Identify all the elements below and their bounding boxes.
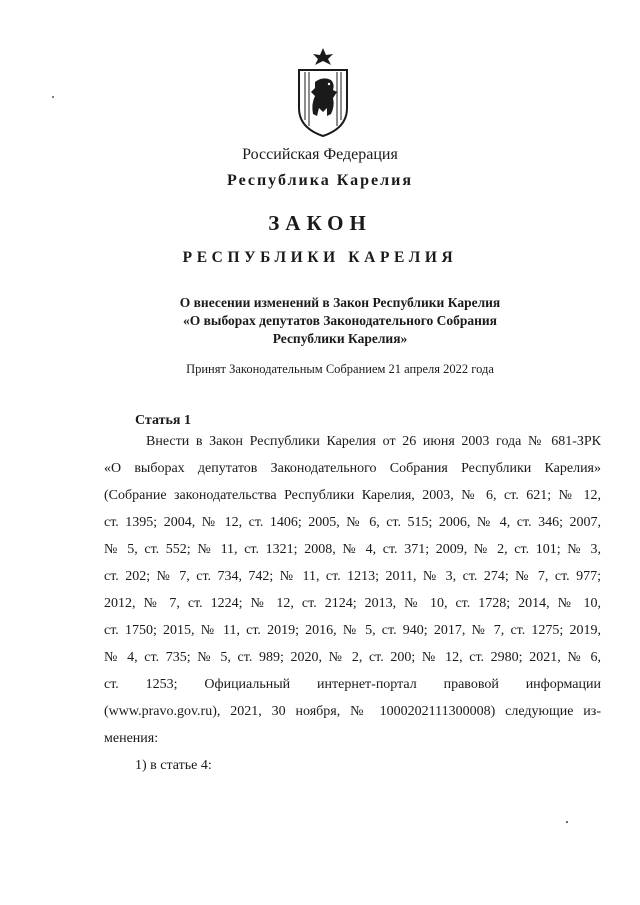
- adoption-note: Принят Законодательным Собранием 21 апреля 2022 года: [186, 362, 494, 376]
- law-subject-line: О внесении изменений в Закон Республики Карелия: [179, 295, 501, 310]
- article-text-line: (Собрание законодательства Республики Карелия, 2003, № 6, ст. 621; № 12,: [104, 488, 601, 503]
- article-text-line: ст. 1750; 2015, № 11, ст. 2019; 2016, № 5, ст. 940; 2017, № 7, ст. 1275; 2019,: [104, 623, 601, 638]
- document-type: ЗАКОН: [268, 211, 372, 235]
- article-text-line: ст. 1395; 2004, № 12, ст. 1406; 2005, № 6, ст. 515; 2006, № 4, ст. 346; 2007,: [104, 515, 601, 530]
- article-text-line: № 5, ст. 552; № 11, ст. 1321; 2008, № 4, ст. 371; 2009, № 2, ст. 101; № 3,: [104, 542, 601, 557]
- karelia-coat-of-arms-icon: [293, 46, 353, 138]
- article-text-line: 2012, № 7, ст. 1224; № 12, ст. 2124; 2013, № 10, ст. 1728; 2014, № 10,: [104, 596, 601, 611]
- scan-speck: [52, 96, 54, 98]
- law-subject-line: Республики Карелия»: [272, 331, 408, 346]
- republic-name: Республика Карелия: [227, 172, 413, 189]
- article-text-line: ст. 1253; Официальный интернет-портал правовой информации: [104, 677, 601, 692]
- article-text-line: Внести в Закон Республики Карелия от 26 июня 2003 года № 681-ЗРК: [146, 434, 601, 449]
- article-text-line: менения:: [104, 731, 159, 746]
- article-text-line: № 4, ст. 735; № 5, ст. 989; 2020, № 2, ст. 200; № 12, ст. 2980; 2021, № 6,: [104, 650, 601, 665]
- scan-speck: [566, 821, 568, 823]
- country-name: Российская Федерация: [242, 146, 398, 163]
- list-item: 1) в статье 4:: [135, 758, 212, 773]
- article-heading: Статья 1: [135, 413, 191, 428]
- article-text-line: (www.pravo.gov.ru), 2021, 30 ноября, № 1000202111300008) следующие из-: [104, 704, 601, 719]
- law-subject: [150, 294, 530, 348]
- law-subject-line: «О выборах депутатов Законодательного Собрания: [183, 313, 497, 328]
- article-text-line: «О выборах депутатов Законодательного Собрания Республики Карелия»: [104, 461, 601, 476]
- document-issuer: РЕСПУБЛИКИ КАРЕЛИЯ: [182, 249, 458, 266]
- article-text-line: ст. 202; № 7, ст. 734, 742; № 11, ст. 1213; 2011, № 3, ст. 274; № 7, ст. 977;: [104, 569, 601, 584]
